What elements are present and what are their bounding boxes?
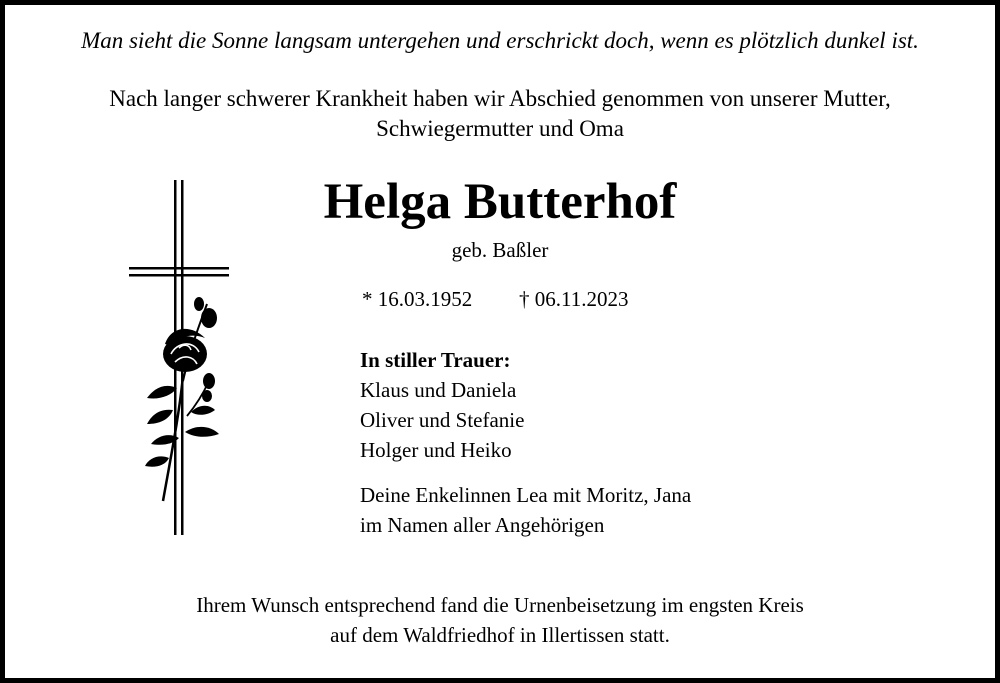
intro-line-2: Schwiegermutter und Oma xyxy=(376,116,624,141)
burial-note-line-1: Ihrem Wunsch entsprechend fand die Urnenbeisetzung im engsten Kreis xyxy=(196,593,804,617)
mourner-family: Holger und Heiko xyxy=(360,438,512,462)
intro-line-1: Nach langer schwerer Krankheit haben wir Abschied genommen von unserer Mutter, xyxy=(109,86,891,111)
deceased-name: Helga Butterhof xyxy=(323,174,677,230)
death-date: † 06.11.2023 xyxy=(519,287,629,311)
mourners-list xyxy=(360,345,524,465)
grandchildren-line: Deine Enkelinnen Lea mit Moritz, Jana xyxy=(360,483,692,507)
mourner-family: Klaus und Daniela xyxy=(360,378,517,402)
maiden-name: geb. Baßler xyxy=(451,238,549,262)
mourners-heading: In stiller Trauer: xyxy=(360,348,511,372)
burial-note-line-2: auf dem Waldfriedhof in Illertissen statt. xyxy=(330,623,670,647)
intro-text xyxy=(0,84,1000,144)
relatives-line: im Namen aller Angehörigen xyxy=(360,513,605,537)
mourner-family: Oliver und Stefanie xyxy=(360,408,525,432)
motto-quote: Man sieht die Sonne langsam untergehen und erschrickt doch, wenn es plötzlich dunkel ist. xyxy=(81,28,919,53)
burial-note xyxy=(0,590,1000,650)
grandchildren-block xyxy=(360,480,691,540)
birth-date: * 16.03.1952 xyxy=(362,287,473,311)
